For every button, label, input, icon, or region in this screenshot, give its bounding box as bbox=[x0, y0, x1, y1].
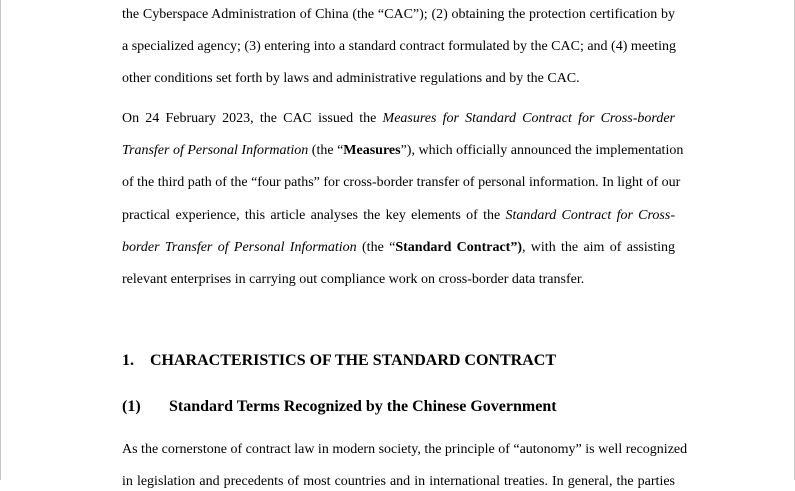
text: (the “ bbox=[308, 143, 344, 158]
section-1-heading bbox=[122, 351, 675, 371]
text: , with the aim of assisting bbox=[521, 240, 675, 255]
measures-defined-term: Measures bbox=[343, 143, 401, 158]
text: practical experience, this article analyses the key elements of the bbox=[122, 208, 506, 223]
subsection-number: (1) bbox=[122, 398, 141, 415]
standard-contract-defined-term: Standard Contract”) bbox=[395, 240, 522, 255]
measures-title-italic: Measures for Standard Contract for Cross-border bbox=[382, 111, 675, 126]
measures-title-italic-cont: Transfer of Personal Information bbox=[122, 143, 309, 158]
paragraph-2-line-1 bbox=[122, 110, 675, 128]
paragraph-2-line-4 bbox=[122, 207, 675, 225]
standard-contract-title-italic-cont: border Transfer of Personal Information bbox=[122, 240, 357, 255]
text: ”), which officially announced the implementation bbox=[400, 143, 684, 158]
paragraph-1-line-3: other conditions set forth by laws and administrative regulations and by the CAC. bbox=[122, 71, 580, 86]
text: On 24 February 2023, the CAC issued the bbox=[122, 111, 383, 126]
paragraph-2-line-6: relevant enterprises in carrying out compliance work on cross-border data transfer. bbox=[122, 272, 585, 287]
paragraph-2-line-2 bbox=[122, 142, 684, 160]
section-title: CHARACTERISTICS OF THE STANDARD CONTRACT bbox=[150, 352, 556, 369]
paragraph-2-line-5 bbox=[122, 239, 675, 257]
subsection-title: Standard Terms Recognized by the Chinese Government bbox=[169, 398, 557, 415]
section-number: 1. bbox=[122, 352, 134, 369]
standard-contract-title-italic: Standard Contract for Cross- bbox=[505, 208, 675, 223]
paragraph-1-line-2: a specialized agency; (3) entering into a standard contract formulated by the CAC; and (4) meeting bbox=[122, 39, 676, 54]
paragraph-3-line-2-partial: in legislation and precedents of most countries and in international treaties. In general, the parties bbox=[122, 474, 675, 489]
paragraph-1-line-1: the Cyberspace Administration of China (the “CAC”); (2) obtaining the protection certification by bbox=[122, 7, 675, 22]
subsection-1-heading bbox=[122, 397, 675, 417]
text: (the “ bbox=[356, 240, 396, 255]
paragraph-2-line-3: of the third path of the “four paths” for cross-border transfer of personal information. In light of our bbox=[122, 175, 681, 190]
paragraph-3-line-1: As the cornerstone of contract law in modern society, the principle of “autonomy” is well recognized bbox=[122, 442, 688, 457]
